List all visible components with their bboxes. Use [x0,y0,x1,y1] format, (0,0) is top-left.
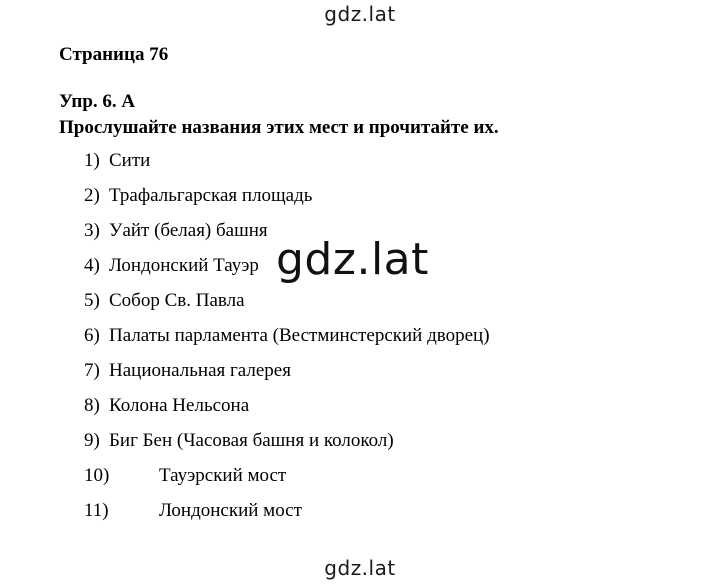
item-text: Биг Бен (Часовая башня и колокол) [109,430,394,451]
item-text: Тауэрский мост [159,465,287,486]
list-item [84,465,490,500]
item-text: Сити [109,150,151,171]
item-number: 1) [84,150,100,171]
list-item [84,150,490,185]
item-number: 6) [84,325,100,346]
item-number: 8) [84,395,100,416]
item-number: 11) [84,500,109,521]
item-text: Колона Нельсона [109,395,250,416]
list-item [84,290,490,325]
item-text: Национальная галерея [109,360,291,381]
item-text: Собор Св. Павла [109,290,245,311]
list-item [84,430,490,465]
exercise-instruction: Прослушайте названия этих мест и прочитайте их. [59,117,499,138]
item-number: 5) [84,290,100,311]
item-number: 2) [84,185,100,206]
item-text: Лондонский мост [159,500,302,521]
page-title: Страница 76 [59,44,169,65]
places-list [84,150,490,535]
item-text: Уайт (белая) башня [109,220,268,241]
item-number: 3) [84,220,100,241]
item-number: 7) [84,360,100,381]
list-item [84,395,490,430]
list-item [84,360,490,395]
watermark-center: gdz.lat [272,238,433,282]
item-text: Трафальгарская площадь [109,185,313,206]
list-item [84,325,490,360]
list-item [84,500,490,535]
item-text: Палаты парламента (Вестминстерский дворец) [109,325,490,346]
exercise-title: Упр. 6. А [59,91,136,112]
watermark-top: gdz.lat [324,2,396,26]
item-number: 4) [84,255,100,276]
watermark-bottom: gdz.lat [324,556,396,580]
item-number: 9) [84,430,100,451]
item-number: 10) [84,465,110,486]
item-text: Лондонский Тауэр [109,255,259,276]
list-item [84,185,490,220]
